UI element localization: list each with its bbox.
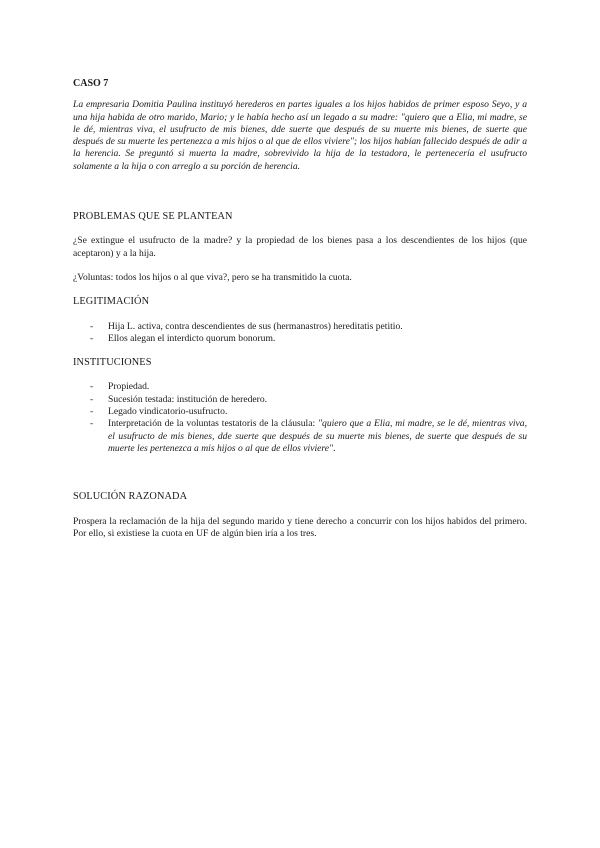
list-item: - Propiedad. xyxy=(73,381,527,393)
interpretation-quote: "quiero que a Elia, mi madre, se le dé, mientras viva, el usufructo de mis bienes, dde suerte que después de su muerte mis bienes, de suerte que después de su muerte les pertenezca a mis hijos o al que de ellos viviere" xyxy=(108,418,527,454)
interpretation-suffix: . xyxy=(333,442,336,454)
document-page xyxy=(73,78,527,540)
list-item: - Ellos alegan el interdicto quorum bonorum. xyxy=(73,333,527,345)
legitimation-heading: LEGITIMACIÓN xyxy=(73,296,150,308)
list-item: - Hija L. activa, contra descendientes de sus (hermanastros) hereditatis petitio. xyxy=(73,321,527,333)
problems-heading: PROBLEMAS QUE SE PLANTEAN xyxy=(73,211,233,223)
list-item-interpretation xyxy=(73,418,527,455)
case-statement: La empresaria Domitia Paulina instituyó herederos en partes iguales a los hijos habidos de primer esposo Seyo, y a una hija habida de otro marido, Mario; y le había hecho así un legado a su madre: "quiero que a Elia, mi madre, se le dé, mientras viva, el usufructo de mis bienes, dde suerte que después de su muerte mis bienes, de suerte que después de su muerte les pertenezca a mis hijos o al que de ellos viviere"; los hijos habían fallecido después de adir a la herencia. Se preguntó si muerta la madre, sobrevivido la hija de la testadora, le pertenecería el usufructo solamente a la hija o con arreglo a su porción de herencia. xyxy=(73,99,527,172)
list-item: - Legado vindicatorio-usufructo. xyxy=(73,406,527,418)
case-title: CASO 7 xyxy=(73,78,109,89)
interpretation-prefix: Interpretación de la voluntas testatoris de la cláusula: xyxy=(108,418,319,430)
solution-paragraph: Prospera la reclamación de la hija del segundo marido y tiene derecho a concurrir con los hijos habidos del primero. Por ello, si existiese la cuota en UF de algún bien iría a los tres. xyxy=(73,515,527,539)
problems-paragraph-2: ¿Voluntas: todos los hijos o al que viva?, pero se ha transmitido la cuota. xyxy=(73,271,352,283)
solution-heading: SOLUCIÓN RAZONADA xyxy=(73,491,188,503)
legitimation-list xyxy=(73,321,527,346)
problems-paragraph-1: ¿Se extingue el usufructo de la madre? y la propiedad de los bienes pasa a los descendientes de los hijos (que aceptaron) y a la hija. xyxy=(73,235,527,259)
list-item: - Sucesión testada: institución de heredero. xyxy=(73,394,527,406)
institutions-list xyxy=(73,381,527,455)
institutions-heading: INSTITUCIONES xyxy=(73,357,152,369)
